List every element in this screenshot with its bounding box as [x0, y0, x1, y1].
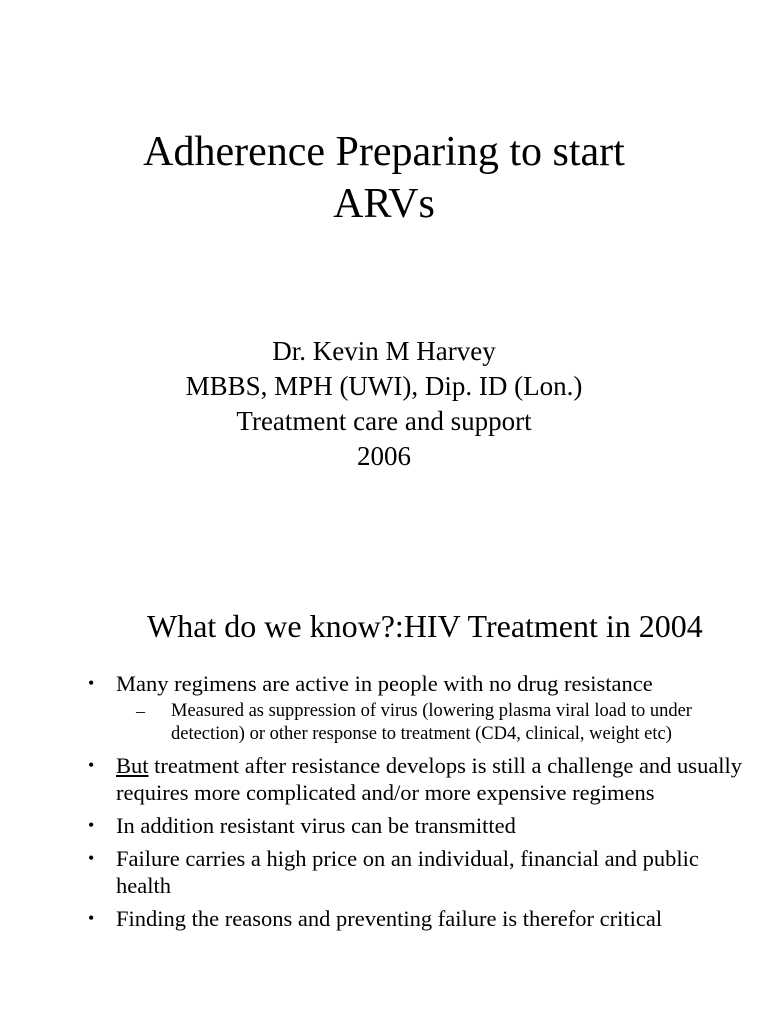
- bullet-text: Many regimens are active in people with no drug resistance: [116, 671, 653, 696]
- bullet-text: Failure carries a high price on an individual, financial and public health: [116, 846, 699, 898]
- bullet-item: [88, 752, 748, 806]
- presenter-name: Dr. Kevin M Harvey: [272, 336, 496, 366]
- slide-title: [0, 126, 768, 230]
- bullet-text: In addition resistant virus can be transmitted: [116, 813, 516, 838]
- bullet-dot-icon: •: [88, 848, 95, 868]
- bullet-item: [88, 812, 748, 839]
- bullet-list: [88, 670, 748, 938]
- bullet-item: [88, 905, 748, 932]
- bullet-text: Finding the reasons and preventing failure is therefor critical: [116, 906, 663, 931]
- dash-icon: –: [136, 701, 145, 721]
- content-slide-title: What do we know?:HIV Treatment in 2004: [147, 608, 703, 644]
- presenter-info: [0, 334, 768, 474]
- emphasis-text: But: [116, 753, 149, 778]
- sub-bullet-item: [116, 700, 748, 746]
- bullet-dot-icon: •: [88, 755, 95, 775]
- slide-title-line-2: ARVs: [333, 181, 435, 227]
- bullet-dot-icon: •: [88, 673, 95, 693]
- slide-title-line-1: Adherence Preparing to start: [143, 129, 625, 175]
- bullet-text: treatment after resistance develops is still a challenge and usually requires more complicated and/or more expensive regimens: [116, 753, 743, 805]
- sub-bullet-text: Measured as suppression of virus (lowering plasma viral load to under detection) or other response to treatment (CD4, clinical, weight etc): [171, 701, 692, 744]
- presentation-year: 2006: [357, 441, 411, 471]
- presenter-credentials: MBBS, MPH (UWI), Dip. ID (Lon.): [185, 371, 583, 401]
- bullet-dot-icon: •: [88, 815, 95, 835]
- content-slide: [0, 512, 768, 1024]
- bullet-item: [88, 670, 748, 746]
- bullet-item: [88, 845, 748, 899]
- presenter-department: Treatment care and support: [236, 406, 532, 436]
- bullet-dot-icon: •: [88, 908, 95, 928]
